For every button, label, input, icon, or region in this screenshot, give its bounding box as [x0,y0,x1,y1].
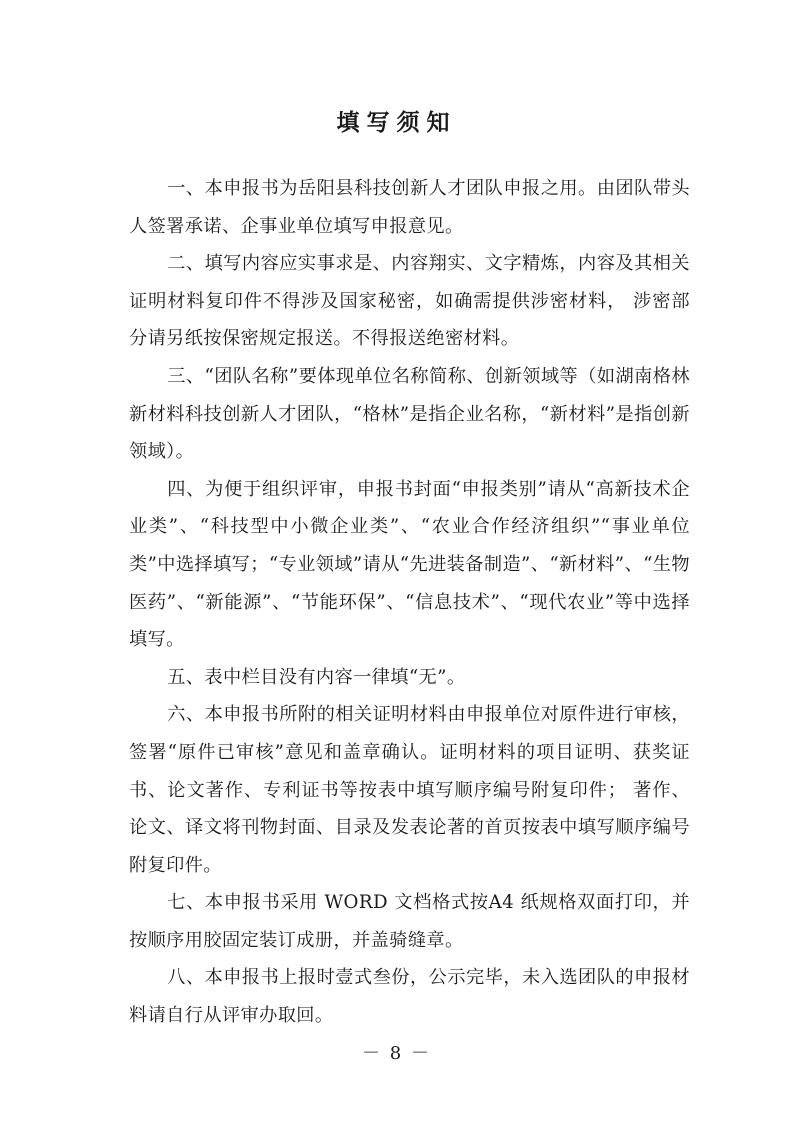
instruction-paragraph-6: 六、本申报书所附的相关证明材料由申报单位对原件进行审核，签署“原件已审核”意见和盖章确认。证明材料的项目证明、获奖证书、论文著作、专利证书等按表中填写顺序编号附复印件； 著作、论文、译文将刊物封面、目录及发表论著的首页按表中填写顺序编号附复印件。 [129,704,690,876]
instruction-paragraph-4: 四、为便于组织评审，申报书封面“申报类别”请从“高新技术企业类”、“科技型中小微企业类”、“农业合作经济组织”“事业单位类”中选择填写；“专业领域”请从“先进装备制造”、“新材料”、“生物医药”、“新能源”、“节能环保”、“信息技术”、“现代农业”等中选择填写。 [129,478,690,651]
page-title: 填写须知 [336,110,457,136]
instruction-paragraph-3: 三、“团队名称”要体现单位名称简称、创新领域等（如湖南格林新材料科技创新人才团队，“格林”是指企业名称，“新材料”是指创新领域）。 [129,365,690,463]
instructions-body [129,170,690,1035]
instruction-paragraph-2: 二、填写内容应实事求是、内容翔实、文字精炼，内容及其相关证明材料复印件不得涉及国家秘密，如确需提供涉密材料， 涉密部分请另纸按保密规定报送。不得报送绝密材料。 [129,253,690,350]
instruction-paragraph-8: 八、本申报书上报时壹式叁份，公示完毕，未入选团队的申报材料请自行从评审办取回。 [129,967,690,1027]
instruction-paragraph-5: 五、表中栏目没有内容一律填“无”。 [167,666,466,688]
instruction-paragraph-1: 一、本申报书为岳阳县科技创新人才团队申报之用。由团队带头人签署承诺、企事业单位填写申报意见。 [129,178,690,237]
page-number: － 8 － [362,1043,431,1064]
instruction-paragraph-7: 七、本申报书采用 WORD 文档格式按A4 纸规格双面打印，并按顺序用胶固定装订成册，并盖骑缝章。 [129,892,690,951]
